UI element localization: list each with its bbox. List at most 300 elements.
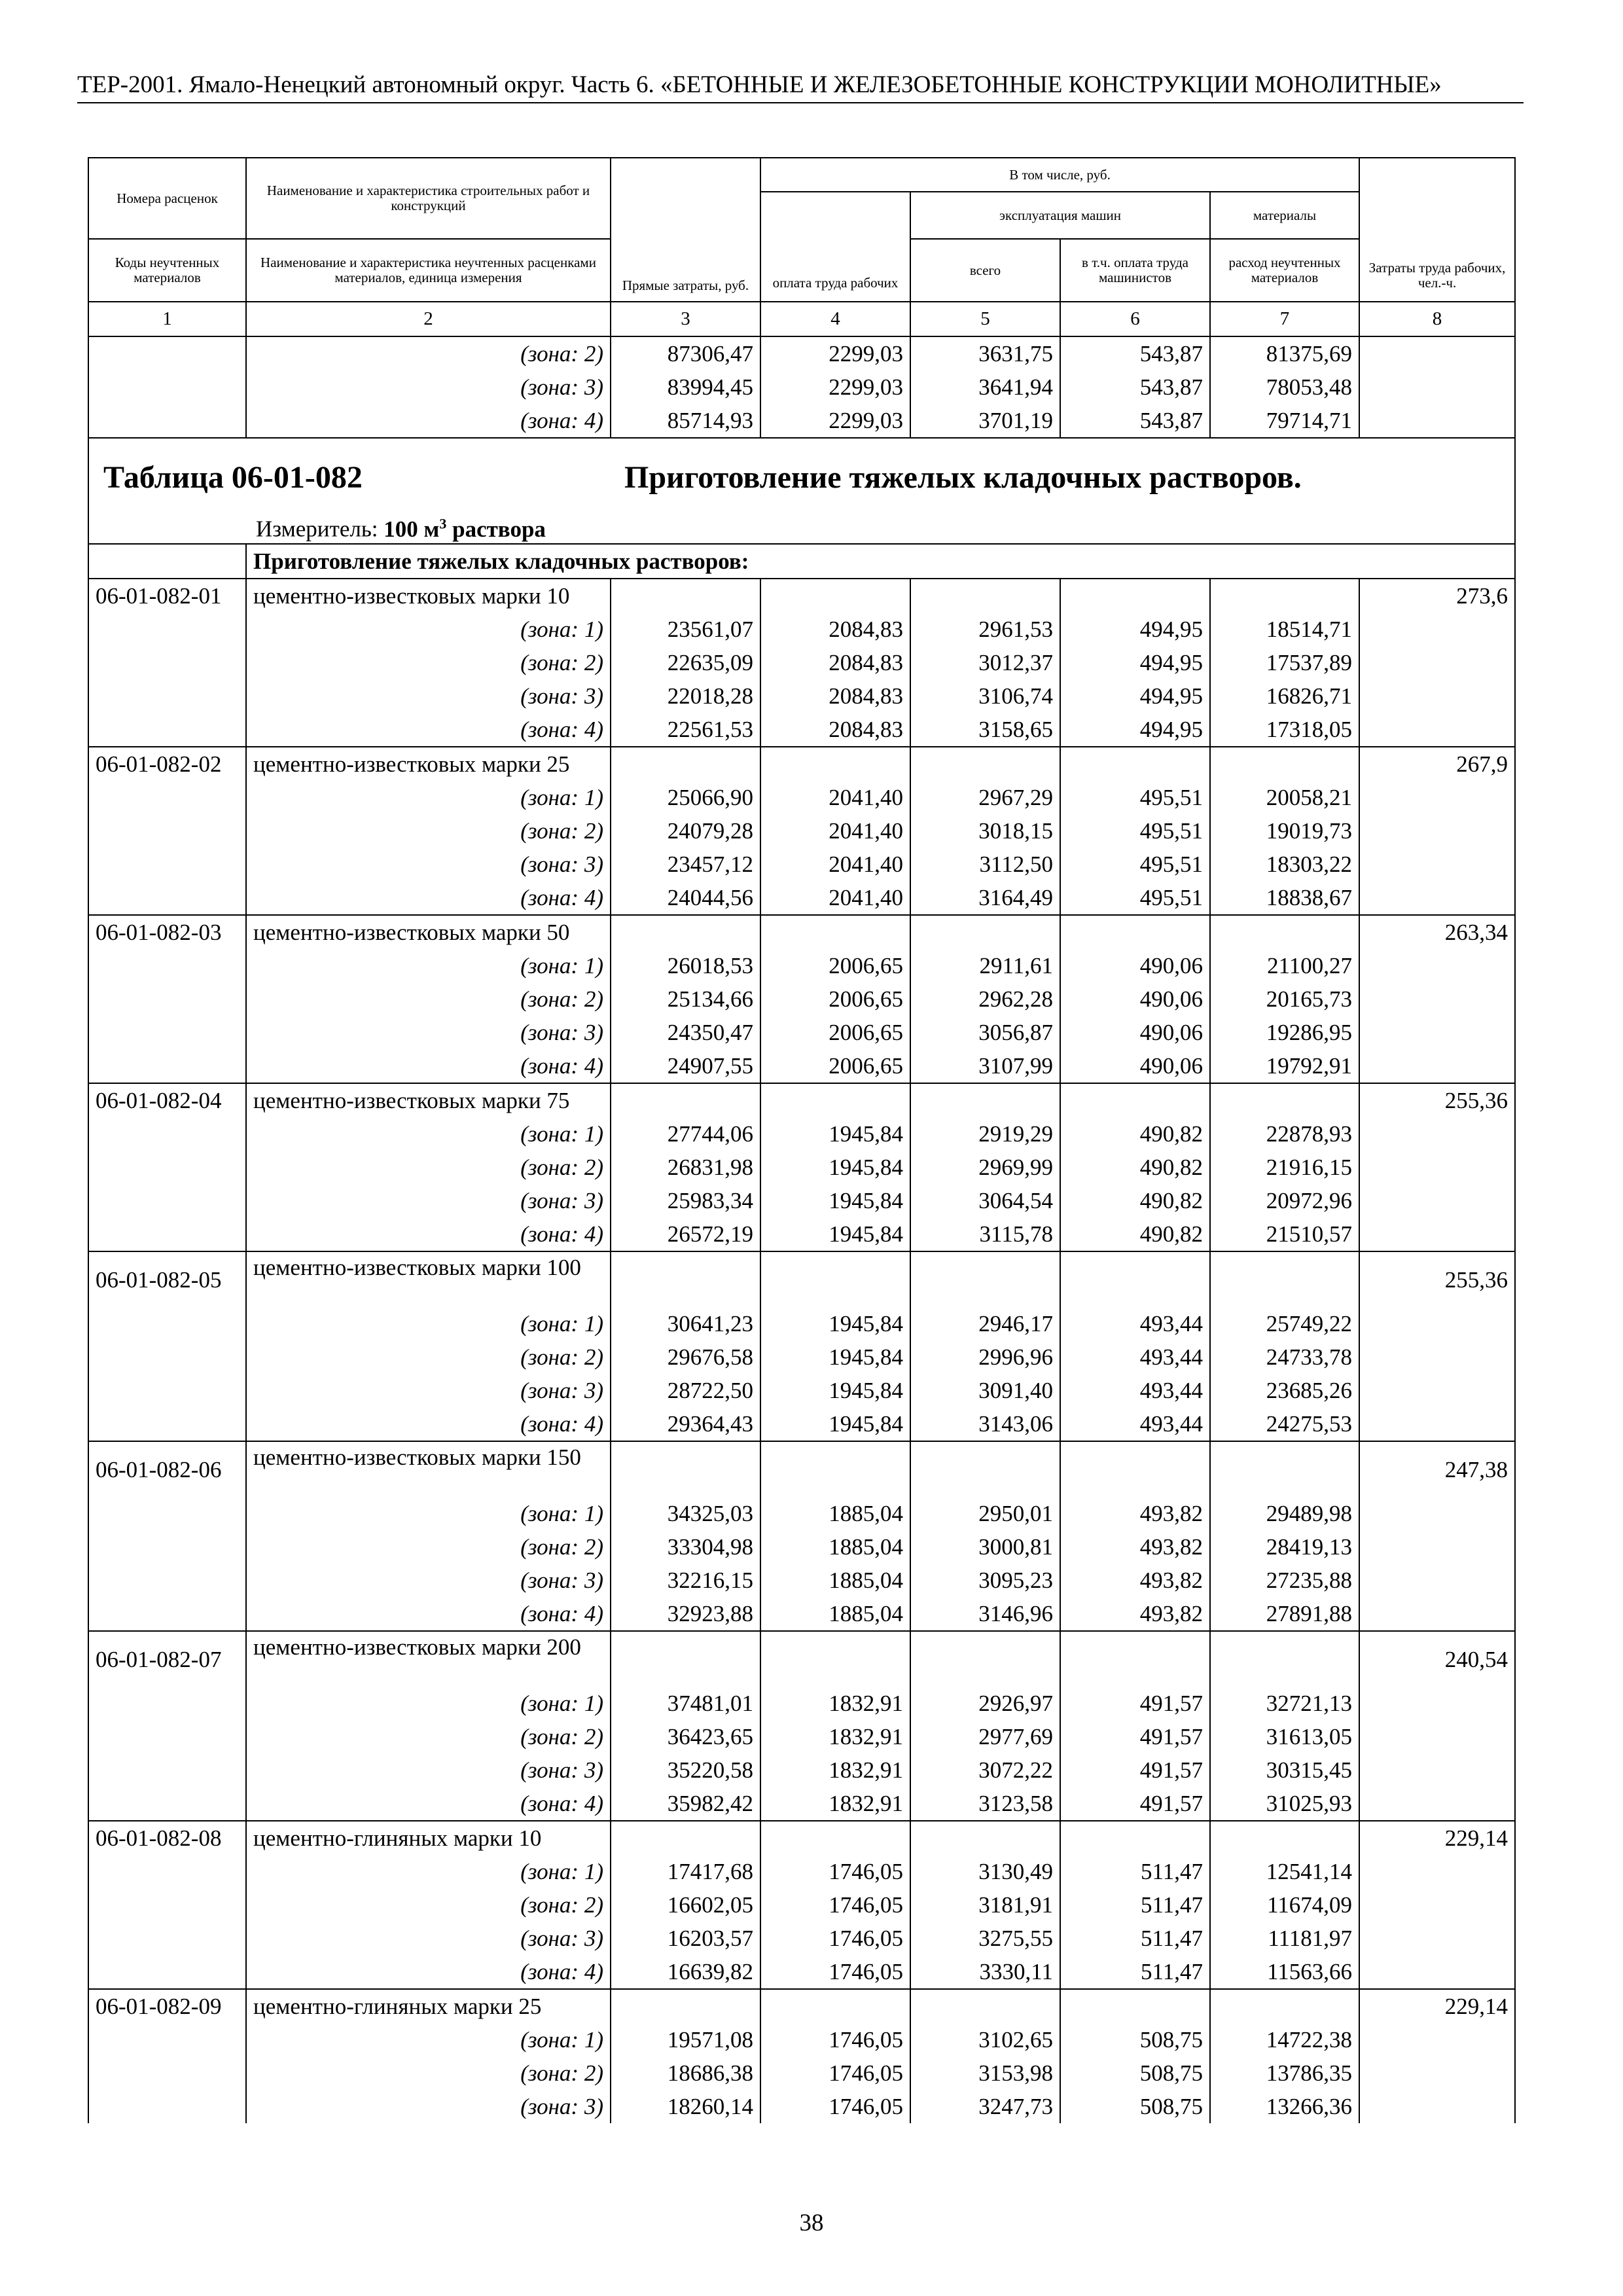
value-cell: 20058,21 (1210, 781, 1359, 814)
value-cell (910, 1083, 1060, 1117)
value-cell (1060, 1083, 1210, 1117)
value-cell: 3106,74 (910, 679, 1060, 713)
code-cell (88, 781, 246, 814)
value-cell: 493,44 (1060, 1407, 1210, 1441)
labor-cell: 229,14 (1359, 1989, 1515, 2023)
materials-header: материалы (1210, 192, 1359, 239)
value-cell: 2041,40 (760, 848, 910, 881)
zone-label: (зона: 3) (246, 1753, 611, 1787)
value-cell (1210, 1821, 1359, 1855)
running-header: ТЕР-2001. Ямало-Ненецкий автономный округ. Часть 6. «БЕТОННЫЕ И ЖЕЛЕЗОБЕТОННЫЕ КОНСТРУКЦИИ МОНОЛИТНЫЕ» (77, 68, 1524, 103)
labor-cell (1359, 1530, 1515, 1564)
rate-code: 06-01-082-04 (88, 1083, 246, 1117)
col2-bottom-header: Наименование и характеристика неучтенных расценками материалов, единица измерения (246, 239, 611, 302)
code-cell (88, 2056, 246, 2090)
zone-label: (зона: 3) (246, 679, 611, 713)
value-cell: 3064,54 (910, 1184, 1060, 1217)
value-cell: 18514,71 (1210, 613, 1359, 646)
value-cell: 87306,47 (611, 336, 760, 370)
value-cell (910, 1251, 1060, 1307)
value-cell: 18303,22 (1210, 848, 1359, 881)
value-cell: 19019,73 (1210, 814, 1359, 848)
zone-label: (зона: 4) (246, 1787, 611, 1821)
incl-header: В том числе, руб. (760, 158, 1359, 192)
col1-top-header: Номера расценок (88, 158, 246, 239)
value-cell: 11674,09 (1210, 1888, 1359, 1922)
value-cell: 1885,04 (760, 1530, 910, 1564)
labor-cell (1359, 713, 1515, 747)
code-cell (88, 2023, 246, 2056)
value-cell: 490,82 (1060, 1217, 1210, 1251)
value-cell: 3000,81 (910, 1530, 1060, 1564)
value-cell: 20165,73 (1210, 982, 1359, 1016)
value-cell: 32721,13 (1210, 1687, 1359, 1720)
code-cell (88, 404, 246, 438)
value-cell: 491,57 (1060, 1753, 1210, 1787)
value-cell: 2950,01 (910, 1497, 1060, 1530)
labor-cell (1359, 404, 1515, 438)
labor-cell (1359, 881, 1515, 915)
value-cell: 36423,65 (611, 1720, 760, 1753)
value-cell: 3072,22 (910, 1753, 1060, 1787)
zone-label: (зона: 2) (246, 1151, 611, 1184)
value-cell: 2006,65 (760, 949, 910, 982)
value-cell (910, 747, 1060, 781)
value-cell: 1945,84 (760, 1117, 910, 1151)
value-cell: 28722,50 (611, 1374, 760, 1407)
value-cell: 1746,05 (760, 2090, 910, 2123)
zone-label: (зона: 4) (246, 404, 611, 438)
value-cell: 491,57 (1060, 1720, 1210, 1753)
value-cell: 1832,91 (760, 1787, 910, 1821)
labor-cell (1359, 1753, 1515, 1787)
value-cell: 3701,19 (910, 404, 1060, 438)
value-cell: 13786,35 (1210, 2056, 1359, 2090)
zone-label: (зона: 3) (246, 848, 611, 881)
value-cell: 495,51 (1060, 881, 1210, 915)
measure-value-text: 100 м (383, 516, 440, 542)
zone-row (88, 949, 1515, 982)
value-cell: 543,87 (1060, 336, 1210, 370)
zone-row (88, 2023, 1515, 2056)
value-cell (1210, 915, 1359, 949)
value-cell: 24350,47 (611, 1016, 760, 1049)
value-cell (910, 915, 1060, 949)
rate-code: 06-01-082-05 (88, 1251, 246, 1307)
rate-code: 06-01-082-09 (88, 1989, 246, 2023)
value-cell: 495,51 (1060, 848, 1210, 881)
zone-row (88, 1888, 1515, 1922)
zone-row (88, 404, 1515, 438)
zone-row (88, 2090, 1515, 2123)
value-cell: 1945,84 (760, 1217, 910, 1251)
code-cell (88, 544, 246, 579)
zone-label: (зона: 1) (246, 949, 611, 982)
section-title-row (88, 544, 1515, 579)
labor-cell (1359, 613, 1515, 646)
zone-row (88, 1374, 1515, 1407)
code-cell (88, 1049, 246, 1083)
value-cell: 3130,49 (910, 1855, 1060, 1888)
code-cell (88, 679, 246, 713)
value-cell: 29676,58 (611, 1340, 760, 1374)
value-cell: 25983,34 (611, 1184, 760, 1217)
value-cell: 79714,71 (1210, 404, 1359, 438)
labor-cell (1359, 1855, 1515, 1888)
value-cell (611, 1251, 760, 1307)
zone-row (88, 1597, 1515, 1631)
value-cell (1210, 1083, 1359, 1117)
zone-label: (зона: 4) (246, 713, 611, 747)
rate-code: 06-01-082-06 (88, 1441, 246, 1497)
zone-label: (зона: 1) (246, 1307, 611, 1340)
rate-code: 06-01-082-03 (88, 915, 246, 949)
page-number: 38 (799, 2210, 824, 2236)
zone-row (88, 1151, 1515, 1184)
value-cell (1060, 1821, 1210, 1855)
zone-label: (зона: 3) (246, 1016, 611, 1049)
value-cell: 19286,95 (1210, 1016, 1359, 1049)
value-cell (1060, 1989, 1210, 2023)
value-cell (1210, 747, 1359, 781)
code-cell (88, 1497, 246, 1530)
zone-row (88, 1855, 1515, 1888)
zone-label: (зона: 1) (246, 613, 611, 646)
value-cell: 30641,23 (611, 1307, 760, 1340)
value-cell: 3115,78 (910, 1217, 1060, 1251)
value-cell: 1746,05 (760, 1955, 910, 1989)
zone-label: (зона: 2) (246, 982, 611, 1016)
value-cell: 493,44 (1060, 1307, 1210, 1340)
measure-value (383, 516, 546, 542)
value-cell: 85714,93 (611, 404, 760, 438)
value-cell: 2967,29 (910, 781, 1060, 814)
value-cell: 16203,57 (611, 1922, 760, 1955)
zone-row (88, 613, 1515, 646)
value-cell (760, 1441, 910, 1497)
value-cell: 22561,53 (611, 713, 760, 747)
value-cell: 3112,50 (910, 848, 1060, 881)
code-cell (88, 1184, 246, 1217)
value-cell: 37481,01 (611, 1687, 760, 1720)
code-cell (88, 1117, 246, 1151)
labor-cell (1359, 1922, 1515, 1955)
code-cell (88, 1407, 246, 1441)
col8-header: Затраты труда рабочих, чел.-ч. (1359, 158, 1515, 302)
value-cell: 12541,14 (1210, 1855, 1359, 1888)
value-cell (611, 915, 760, 949)
value-cell (1060, 1441, 1210, 1497)
rate-name: цементно-известковых марки 25 (246, 747, 611, 781)
labor-cell (1359, 2023, 1515, 2056)
value-cell (1060, 579, 1210, 613)
code-cell (88, 1888, 246, 1922)
value-cell: 2006,65 (760, 982, 910, 1016)
value-cell: 33304,98 (611, 1530, 760, 1564)
zone-row (88, 1407, 1515, 1441)
value-cell: 490,06 (1060, 1049, 1210, 1083)
zone-label: (зона: 1) (246, 1117, 611, 1151)
zone-row (88, 2056, 1515, 2090)
value-cell: 491,57 (1060, 1687, 1210, 1720)
value-cell: 543,87 (1060, 370, 1210, 404)
col3-header: Прямые затраты, руб. (611, 158, 760, 302)
value-cell: 2977,69 (910, 1720, 1060, 1753)
labor-cell: 255,36 (1359, 1251, 1515, 1307)
machines-header: эксплуатация машин (910, 192, 1210, 239)
value-cell: 1746,05 (760, 2023, 910, 2056)
value-cell (910, 1989, 1060, 2023)
value-cell (611, 579, 760, 613)
code-cell (88, 1374, 246, 1407)
value-cell (910, 579, 1060, 613)
value-cell (760, 915, 910, 949)
value-cell: 1945,84 (760, 1184, 910, 1217)
value-cell (910, 1631, 1060, 1687)
code-cell (88, 1753, 246, 1787)
value-cell: 25134,66 (611, 982, 760, 1016)
labor-cell (1359, 370, 1515, 404)
value-cell: 3123,58 (910, 1787, 1060, 1821)
table-code: Таблица 06-01-082 (103, 460, 363, 495)
value-cell: 3158,65 (910, 713, 1060, 747)
zone-label: (зона: 2) (246, 2056, 611, 2090)
code-cell (88, 613, 246, 646)
value-cell: 2299,03 (760, 370, 910, 404)
code-cell (88, 646, 246, 679)
rate-name: цементно-известковых марки 10 (246, 579, 611, 613)
value-cell: 24733,78 (1210, 1340, 1359, 1374)
value-cell: 2919,29 (910, 1117, 1060, 1151)
value-cell: 2996,96 (910, 1340, 1060, 1374)
value-cell: 493,82 (1060, 1597, 1210, 1631)
zone-label: (зона: 1) (246, 781, 611, 814)
value-cell: 494,95 (1060, 613, 1210, 646)
value-cell: 24907,55 (611, 1049, 760, 1083)
zone-row (88, 1016, 1515, 1049)
zone-label: (зона: 4) (246, 1597, 611, 1631)
code-cell (88, 1217, 246, 1251)
labor-cell (1359, 982, 1515, 1016)
code-cell (88, 1564, 246, 1597)
value-cell: 511,47 (1060, 1855, 1210, 1888)
value-cell: 26018,53 (611, 949, 760, 982)
code-cell (88, 1720, 246, 1753)
labor-cell (1359, 1787, 1515, 1821)
value-cell (611, 1083, 760, 1117)
value-cell: 2041,40 (760, 814, 910, 848)
zone-label: (зона: 2) (246, 1530, 611, 1564)
column-number: 6 (1060, 302, 1210, 336)
labor-cell (1359, 679, 1515, 713)
col7-header: расход неучтенных материалов (1210, 239, 1359, 302)
value-cell: 25749,22 (1210, 1307, 1359, 1340)
value-cell: 29489,98 (1210, 1497, 1359, 1530)
zone-row (88, 781, 1515, 814)
column-number: 1 (88, 302, 246, 336)
labor-cell (1359, 1720, 1515, 1753)
value-cell: 2041,40 (760, 781, 910, 814)
zone-label: (зона: 4) (246, 1955, 611, 1989)
value-cell (910, 1441, 1060, 1497)
zone-row (88, 848, 1515, 881)
value-cell: 1832,91 (760, 1687, 910, 1720)
value-cell (611, 1631, 760, 1687)
rate-code: 06-01-082-07 (88, 1631, 246, 1687)
zone-label: (зона: 4) (246, 1217, 611, 1251)
zone-row (88, 713, 1515, 747)
table-name: Приготовление тяжелых кладочных растворов. (624, 460, 1302, 495)
value-cell: 26572,19 (611, 1217, 760, 1251)
zone-label: (зона: 3) (246, 1374, 611, 1407)
value-cell (611, 1989, 760, 2023)
zone-label: (зона: 2) (246, 336, 611, 370)
rate-row (88, 1989, 1515, 2023)
zone-label: (зона: 1) (246, 2023, 611, 2056)
value-cell: 13266,36 (1210, 2090, 1359, 2123)
code-cell (88, 1955, 246, 1989)
value-cell: 27235,88 (1210, 1564, 1359, 1597)
labor-cell (1359, 1184, 1515, 1217)
zone-label: (зона: 4) (246, 881, 611, 915)
labor-cell (1359, 1307, 1515, 1340)
value-cell (760, 579, 910, 613)
zone-label: (зона: 3) (246, 1184, 611, 1217)
value-cell: 34325,03 (611, 1497, 760, 1530)
value-cell (760, 1631, 910, 1687)
value-cell: 493,44 (1060, 1374, 1210, 1407)
code-cell (88, 1151, 246, 1184)
zone-row (88, 1753, 1515, 1787)
rate-name: цементно-известковых марки 50 (246, 915, 611, 949)
labor-cell: 240,54 (1359, 1631, 1515, 1687)
value-cell: 1885,04 (760, 1597, 910, 1631)
value-cell: 18686,38 (611, 2056, 760, 2090)
value-cell: 511,47 (1060, 1955, 1210, 1989)
value-cell: 83994,45 (611, 370, 760, 404)
table-body (88, 302, 1515, 2123)
zone-label: (зона: 3) (246, 1922, 611, 1955)
value-cell: 17417,68 (611, 1855, 760, 1888)
labor-cell (1359, 1407, 1515, 1441)
col2-top-header: Наименование и характеристика строительных работ и конструкций (246, 158, 611, 239)
value-cell (611, 1821, 760, 1855)
section-title: Приготовление тяжелых кладочных растворов: (246, 544, 1515, 579)
value-cell: 3330,11 (910, 1955, 1060, 1989)
col1-bottom-header: Коды неучтенных материалов (88, 239, 246, 302)
rate-row (88, 1251, 1515, 1307)
code-cell (88, 1016, 246, 1049)
value-cell: 3056,87 (910, 1016, 1060, 1049)
value-cell: 1746,05 (760, 1855, 910, 1888)
code-cell (88, 949, 246, 982)
zone-row (88, 646, 1515, 679)
value-cell: 23561,07 (611, 613, 760, 646)
value-cell: 490,82 (1060, 1151, 1210, 1184)
value-cell: 495,51 (1060, 781, 1210, 814)
zone-label: (зона: 1) (246, 1497, 611, 1530)
code-cell (88, 848, 246, 881)
labor-cell (1359, 1497, 1515, 1530)
zone-row (88, 1117, 1515, 1151)
value-cell: 2084,83 (760, 679, 910, 713)
value-cell: 490,06 (1060, 1016, 1210, 1049)
value-cell: 3102,65 (910, 2023, 1060, 2056)
value-cell: 3095,23 (910, 1564, 1060, 1597)
zone-row (88, 1720, 1515, 1753)
code-cell (88, 2090, 246, 2123)
labor-cell (1359, 1016, 1515, 1049)
measure-unit (256, 507, 546, 544)
measure-sup: 3 (439, 515, 447, 531)
code-cell (88, 370, 246, 404)
zone-row (88, 1049, 1515, 1083)
code-cell (88, 1307, 246, 1340)
value-cell: 493,44 (1060, 1340, 1210, 1374)
value-cell: 22018,28 (611, 679, 760, 713)
value-cell: 21916,15 (1210, 1151, 1359, 1184)
value-cell: 3143,06 (910, 1407, 1060, 1441)
zone-row (88, 336, 1515, 370)
value-cell: 25066,90 (611, 781, 760, 814)
value-cell (1060, 915, 1210, 949)
zone-label: (зона: 2) (246, 1888, 611, 1922)
zone-row (88, 1564, 1515, 1597)
value-cell: 1746,05 (760, 2056, 910, 2090)
col6-header: в т.ч. оплата труда машинистов (1060, 239, 1210, 302)
code-cell (88, 713, 246, 747)
value-cell: 14722,38 (1210, 2023, 1359, 2056)
zone-label: (зона: 4) (246, 1407, 611, 1441)
code-cell (88, 1597, 246, 1631)
value-cell: 490,06 (1060, 949, 1210, 982)
zone-label: (зона: 3) (246, 370, 611, 404)
value-cell: 32923,88 (611, 1597, 760, 1631)
value-cell: 19571,08 (611, 2023, 760, 2056)
value-cell: 35220,58 (611, 1753, 760, 1787)
zone-row (88, 1955, 1515, 1989)
zone-row (88, 1184, 1515, 1217)
zone-label: (зона: 1) (246, 1687, 611, 1720)
rate-row (88, 1083, 1515, 1117)
column-number: 8 (1359, 302, 1515, 336)
column-number: 4 (760, 302, 910, 336)
zone-label: (зона: 2) (246, 814, 611, 848)
zone-row (88, 1922, 1515, 1955)
column-number: 5 (910, 302, 1060, 336)
zone-row (88, 1217, 1515, 1251)
rate-name: цементно-известковых марки 200 (246, 1631, 611, 1687)
labor-cell (1359, 646, 1515, 679)
value-cell: 1945,84 (760, 1307, 910, 1340)
zone-label: (зона: 2) (246, 1340, 611, 1374)
column-number-row (88, 302, 1515, 336)
code-cell (88, 1340, 246, 1374)
labor-cell (1359, 1597, 1515, 1631)
value-cell: 2969,99 (910, 1151, 1060, 1184)
rate-row (88, 1441, 1515, 1497)
value-cell: 19792,91 (1210, 1049, 1359, 1083)
value-cell: 16639,82 (611, 1955, 760, 1989)
table-title-cell (88, 438, 1515, 544)
col4-header: оплата труда рабочих (760, 192, 910, 302)
labor-cell: 229,14 (1359, 1821, 1515, 1855)
labor-cell (1359, 1564, 1515, 1597)
value-cell: 508,75 (1060, 2090, 1210, 2123)
value-cell (1210, 579, 1359, 613)
value-cell (760, 1083, 910, 1117)
labor-cell (1359, 848, 1515, 881)
